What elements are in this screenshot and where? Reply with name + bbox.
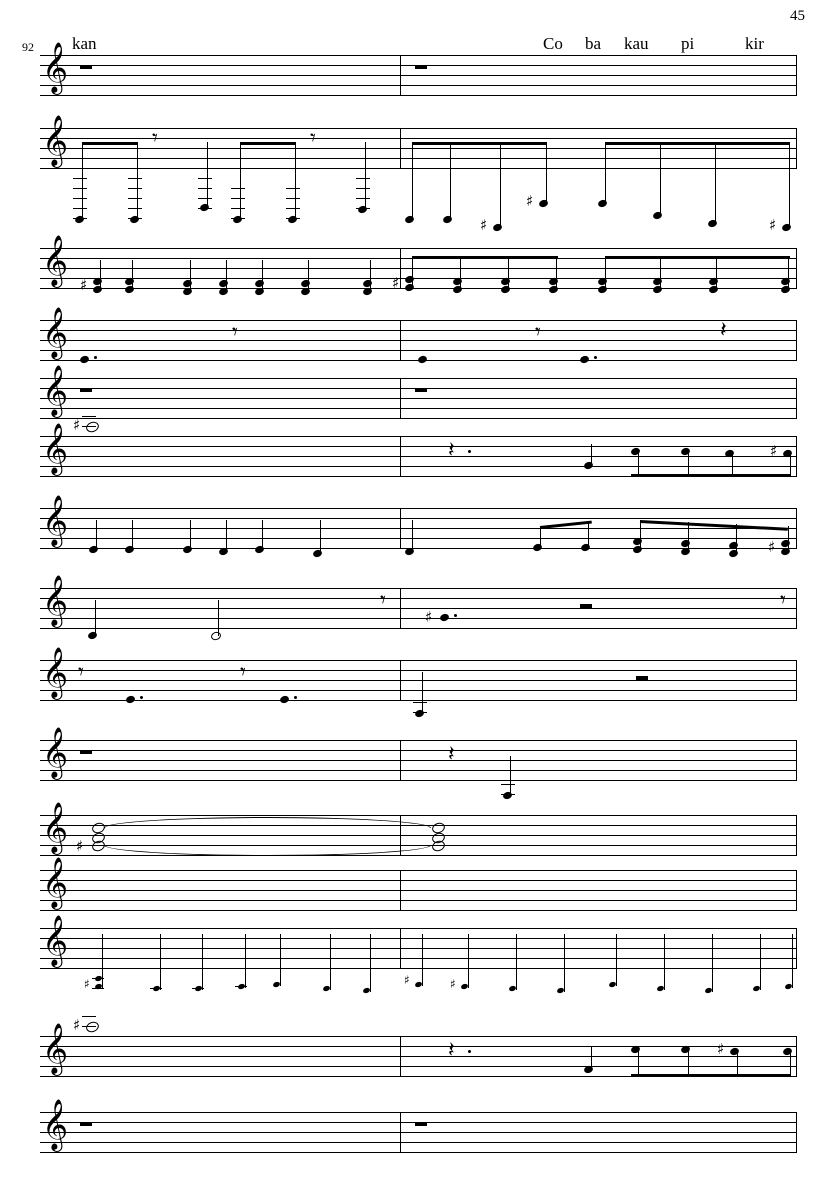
staff-system-12: [40, 857, 797, 911]
barline: [400, 248, 401, 289]
lyric-word: Co: [543, 34, 563, 53]
half-rest: [580, 604, 592, 608]
quarter-rest: 𝄽: [720, 318, 727, 343]
sharp-accidental: ♯: [769, 216, 777, 234]
ledger-line: [78, 360, 92, 361]
lyric-word: kan: [72, 34, 97, 53]
lyric-word: ba: [585, 34, 602, 53]
staff-line: [40, 660, 797, 661]
notehead: [492, 223, 503, 233]
ledger-line: [82, 426, 96, 427]
staff-line: [40, 340, 797, 341]
barline: [796, 1112, 797, 1153]
ledger-line: [73, 208, 87, 209]
notehead: [630, 447, 641, 457]
staff-line: [40, 320, 797, 321]
staff-system-7: 𝄞 ♯: [40, 508, 797, 549]
treble-clef-icon: 𝄞: [42, 115, 69, 166]
sharp-accidental: ♯: [480, 216, 488, 234]
staff-line: [40, 55, 797, 56]
beam: [412, 142, 547, 145]
staff-line: [40, 350, 797, 351]
ledger-line: [286, 208, 300, 209]
notehead: [652, 211, 663, 221]
staff-system-15: [40, 1099, 797, 1153]
augmentation-dot: [94, 356, 97, 359]
treble-clef-icon: 𝄞: [42, 1099, 69, 1150]
stem: [638, 1050, 639, 1076]
whole-notehead: [85, 1020, 101, 1034]
staff-line: [40, 408, 797, 409]
barline: [796, 436, 797, 477]
barline: [796, 320, 797, 361]
notehead: [129, 215, 140, 225]
ledger-line: [231, 218, 245, 219]
stem: [789, 142, 790, 228]
eighth-rest: 𝄾: [780, 588, 786, 613]
ledger-line: [231, 198, 245, 199]
barline: [796, 588, 797, 629]
staff-line: [40, 518, 797, 519]
staff-line: [40, 436, 797, 437]
notehead: [583, 461, 594, 471]
barline: [400, 508, 401, 549]
beam: [631, 1074, 791, 1077]
staff-line: [40, 680, 797, 681]
notehead: [680, 447, 691, 457]
staff-line: [40, 618, 797, 619]
notehead: [287, 215, 298, 225]
staff-system-10: [40, 727, 797, 781]
staff-line: [40, 528, 797, 529]
staff-line: [40, 750, 797, 751]
staff-line: [40, 1142, 797, 1143]
ledger-line: [128, 218, 142, 219]
staff-line: [40, 398, 797, 399]
notehead: [782, 1047, 793, 1057]
staff-line: [40, 968, 797, 969]
staff-line: [40, 538, 797, 539]
beam: [412, 256, 558, 259]
ledger-line: [231, 188, 245, 189]
measure-number: 92: [22, 40, 34, 54]
ledger-line: [286, 218, 300, 219]
ledger-line: [231, 208, 245, 209]
barline: [400, 740, 401, 781]
staff-system-2: [40, 115, 797, 234]
treble-clef-icon: 𝄞: [42, 423, 69, 474]
staff-line: [40, 446, 797, 447]
staff-line: [40, 268, 797, 269]
staff-line: [40, 958, 797, 959]
notehead: [404, 215, 415, 225]
staff-line: [40, 948, 797, 949]
eighth-rest: 𝄾: [310, 126, 316, 151]
beam: [82, 142, 138, 145]
treble-clef-icon: 𝄞: [42, 307, 69, 358]
whole-notehead: [85, 420, 101, 434]
barline: [796, 815, 797, 856]
staff-line: [40, 928, 797, 929]
ledger-line: [73, 198, 87, 199]
sharp-accidental: ♯: [73, 416, 81, 434]
stem: [450, 142, 451, 220]
notehead: [232, 215, 243, 225]
staff-line: [40, 75, 797, 76]
staff-line: [40, 815, 797, 816]
barline: [796, 928, 797, 969]
notehead: [597, 199, 608, 209]
ledger-line: [286, 198, 300, 199]
ledger-line: [128, 178, 142, 179]
quarter-rest: 𝄽: [448, 1038, 455, 1063]
staff-line: [40, 780, 797, 781]
staff-line: [40, 1056, 797, 1057]
ledger-line: [198, 208, 212, 209]
eighth-rest: 𝄾: [78, 660, 84, 685]
stem: [605, 142, 606, 204]
stem: [732, 454, 733, 476]
augmentation-dot: [468, 1050, 471, 1053]
barline: [400, 588, 401, 629]
whole-rest: [80, 1122, 92, 1126]
barline: [400, 928, 401, 969]
barline: [796, 128, 797, 169]
stem: [688, 1050, 689, 1076]
beam: [240, 142, 296, 145]
staff-system-9: [40, 647, 797, 701]
staff-system-13: 𝄞 ♯ ♯ ♯: [40, 928, 797, 969]
barline: [400, 378, 401, 419]
staff-line: [40, 770, 797, 771]
half-rest: [636, 676, 648, 680]
stem: [715, 142, 716, 224]
notehead: [707, 219, 718, 229]
sharp-accidental: ♯: [717, 1040, 725, 1058]
staff-line: [40, 835, 797, 836]
stem: [638, 452, 639, 476]
ledger-line: [356, 178, 370, 179]
barline: [400, 55, 401, 96]
ledger-line: [82, 416, 96, 417]
staff-line: [40, 890, 797, 891]
eighth-rest: 𝄾: [380, 588, 386, 613]
staff-line: [40, 168, 797, 169]
ledger-line: [73, 218, 87, 219]
augmentation-dot: [294, 696, 297, 699]
staff-line: [40, 938, 797, 939]
whole-rest: [415, 388, 427, 392]
ledger-line: [73, 178, 87, 179]
notehead: [630, 1045, 641, 1055]
staff-line: [40, 740, 797, 741]
eighth-rest: 𝄾: [232, 320, 238, 345]
page-number: 45: [790, 8, 805, 24]
ledger-line: [416, 360, 430, 361]
quarter-rest: 𝄽: [448, 742, 455, 767]
notehead: [781, 223, 792, 233]
staff-system-5: [40, 365, 797, 419]
whole-rest: [415, 1122, 427, 1126]
treble-clef-icon: 𝄞: [42, 575, 69, 626]
staff-line: [40, 910, 797, 911]
staff-line: [40, 670, 797, 671]
staff-line: [40, 1132, 797, 1133]
lyric-word: pi: [681, 34, 695, 53]
treble-clef-icon: 𝄞: [42, 857, 69, 908]
notehead: [538, 199, 549, 209]
barline: [400, 128, 401, 169]
staff-system-3: 𝄞 ♯ ♯: [40, 248, 797, 289]
stem: [412, 142, 413, 220]
eighth-rest: 𝄾: [152, 126, 158, 151]
stem: [365, 142, 366, 210]
staff-line: [40, 1112, 797, 1113]
ledger-line: [128, 188, 142, 189]
stem: [737, 1052, 738, 1076]
treble-clef-icon: 𝄞: [42, 42, 69, 93]
augmentation-dot: [454, 614, 457, 617]
eighth-rest: 𝄾: [535, 320, 541, 345]
barline: [400, 320, 401, 361]
augmentation-dot: [468, 450, 471, 453]
staff-line: [40, 95, 797, 96]
ledger-line: [198, 178, 212, 179]
barline: [796, 248, 797, 289]
staff-line: [40, 278, 797, 279]
ledger-line: [578, 360, 592, 361]
stem: [546, 142, 547, 204]
staff-line: [40, 1152, 797, 1153]
staff-line: [40, 248, 797, 249]
treble-clef-icon: 𝄞: [42, 727, 69, 778]
staff-line: [40, 508, 797, 509]
staff-system-8: [40, 575, 797, 629]
ledger-line: [356, 188, 370, 189]
barline: [400, 1112, 401, 1153]
barline: [796, 660, 797, 701]
ledger-line: [82, 1026, 96, 1027]
barline: [400, 436, 401, 477]
staff-line: [40, 456, 797, 457]
staff-system-14: [40, 1016, 797, 1077]
staff-line: [40, 760, 797, 761]
tie: [104, 817, 431, 828]
stem: [790, 1052, 791, 1076]
staff-line: [40, 588, 797, 589]
notehead: [74, 215, 85, 225]
treble-clef-icon: 𝄞: [42, 1023, 69, 1074]
barline: [796, 740, 797, 781]
staff-line: [40, 378, 797, 379]
notehead: [357, 205, 368, 215]
staff-system-4: [40, 307, 797, 361]
stem: [688, 452, 689, 476]
barline: [796, 1036, 797, 1077]
staff-system-6: [40, 416, 797, 477]
ledger-line: [356, 208, 370, 209]
treble-clef-icon: 𝄞: [42, 235, 69, 286]
staff-line: [40, 158, 797, 159]
sharp-accidental: ♯: [425, 608, 433, 626]
lyric-word: kir: [745, 34, 764, 53]
staff-line: [40, 330, 797, 331]
staff-line: [40, 700, 797, 701]
stem: [790, 454, 791, 476]
notehead: [442, 215, 453, 225]
barline: [796, 508, 797, 549]
ledger-line: [128, 208, 142, 209]
beam: [605, 142, 790, 145]
barline: [796, 378, 797, 419]
staff-line: [40, 855, 797, 856]
whole-rest: [415, 65, 427, 69]
ledger-line: [198, 188, 212, 189]
notehead: [729, 1047, 740, 1057]
staff-line: [40, 690, 797, 691]
barline: [400, 660, 401, 701]
staff-line: [40, 900, 797, 901]
treble-clef-icon: 𝄞: [42, 915, 69, 966]
lyric-line: [0, 34, 835, 54]
treble-clef-icon: 𝄞: [42, 802, 69, 853]
notehead: [680, 1045, 691, 1055]
barline: [796, 55, 797, 96]
sharp-accidental: ♯: [76, 837, 84, 855]
staff-line: [40, 628, 797, 629]
ledger-line: [73, 188, 87, 189]
ledger-line: [356, 198, 370, 199]
staff-line: [40, 466, 797, 467]
staff-line: [40, 598, 797, 599]
ledger-line: [286, 188, 300, 189]
barline: [796, 870, 797, 911]
eighth-rest: 𝄾: [240, 660, 246, 685]
whole-rest: [80, 388, 92, 392]
notehead: [583, 1065, 594, 1075]
ledger-line: [198, 198, 212, 199]
stem: [660, 142, 661, 216]
treble-clef-icon: 𝄞: [42, 495, 69, 546]
staff-line: [40, 418, 797, 419]
sharp-accidental: ♯: [526, 192, 534, 210]
barline: [400, 870, 401, 911]
staff-system-11: [40, 802, 797, 856]
beam: [631, 474, 791, 477]
augmentation-dot: [140, 696, 143, 699]
whole-rest: [80, 65, 92, 69]
sharp-accidental: ♯: [73, 1016, 81, 1034]
staff-line: [40, 1036, 797, 1037]
augmentation-dot: [594, 356, 597, 359]
staff-line: [40, 85, 797, 86]
barline: [400, 1036, 401, 1077]
treble-clef-icon: 𝄞: [42, 647, 69, 698]
ledger-line: [82, 1016, 96, 1017]
ledger-line: [128, 198, 142, 199]
staff-line: [40, 870, 797, 871]
lyric-word: kau: [624, 34, 649, 53]
staff-line: [40, 608, 797, 609]
staff-line: [40, 880, 797, 881]
treble-clef-icon: 𝄞: [42, 365, 69, 416]
quarter-rest: 𝄽: [448, 438, 455, 463]
stem: [500, 142, 501, 228]
sharp-accidental: ♯: [770, 442, 778, 460]
staff-line: [40, 288, 797, 289]
staff-line: [40, 1066, 797, 1067]
whole-rest: [80, 750, 92, 754]
beam: [605, 256, 790, 259]
